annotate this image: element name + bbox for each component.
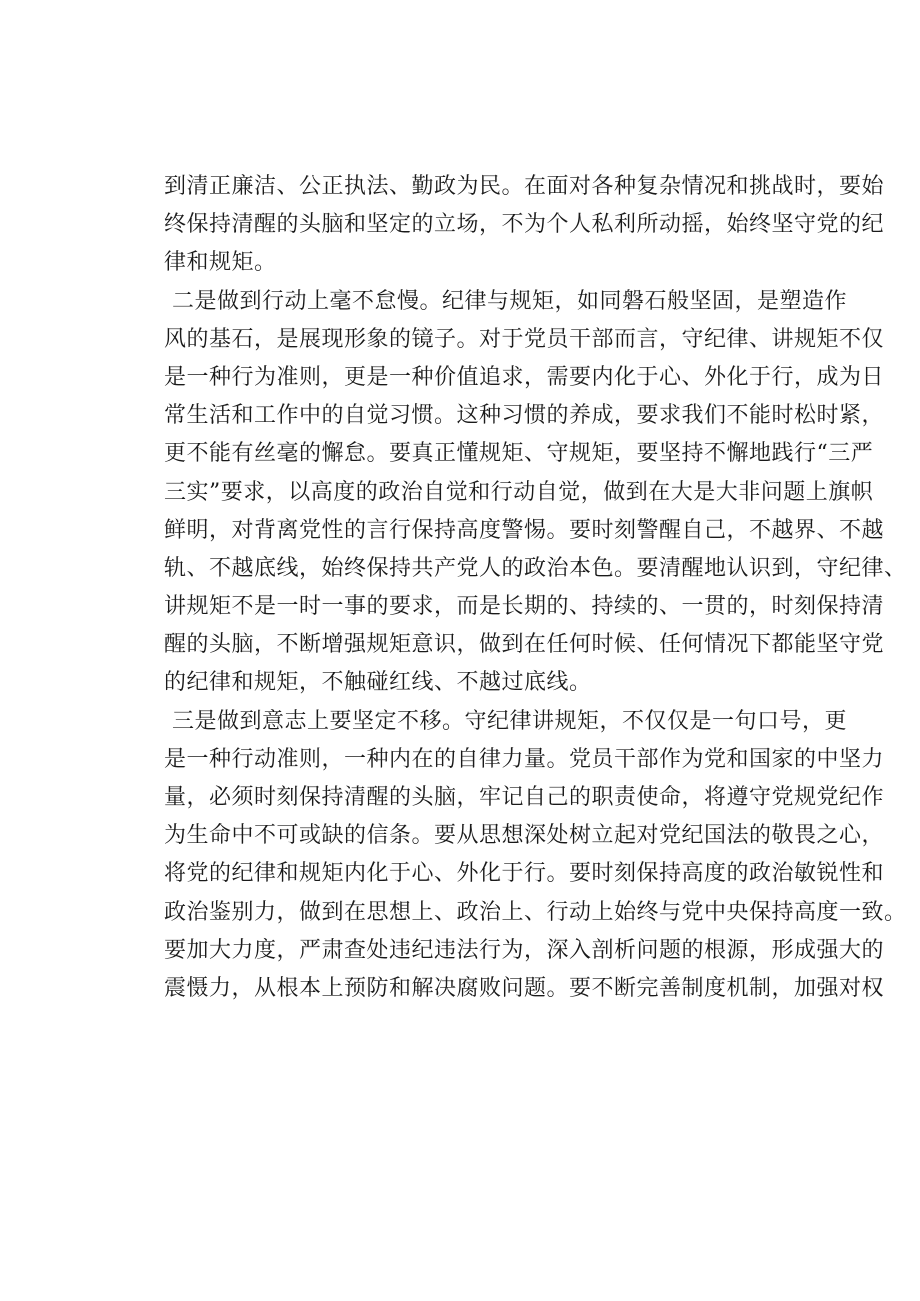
paragraph-2-first-line: 二是做到行动上毫不怠慢。纪律与规矩，如同磐石般坚固，是塑造作 — [172, 288, 848, 314]
paragraph-2-line: 鲜明，对背离党性的言行保持高度警惕。要时刻警醒自己，不越界、不越 — [164, 517, 885, 543]
paragraph-3-line: 量，必须时刻保持清醒的头脑，牢记自己的职责使命，将遵守党规党纪作 — [164, 785, 885, 810]
paragraph-2-line: 醒的头脑，不断增强规矩意识，做到在任何时候、任何情况下都能坚守党 — [164, 632, 885, 658]
paragraph-3-first-line: 三是做到意志上要坚定不移。守纪律讲规矩，不仅仅是一句口号，更 — [172, 708, 848, 734]
paragraph-3-line: 为生命中不可或缺的信条。要从思想深处树立起对党纪国法的敬畏之心， — [164, 823, 885, 849]
paragraph-3-line: 要加大力度，严肃查处违纪违法行为，深入剖析问题的根源，形成强大的 — [164, 937, 885, 963]
paragraph-3-line: 将党的纪律和规矩内化于心、外化于行。要时刻保持高度的政治敏锐性和 — [164, 861, 885, 887]
paragraph-2-line: 讲规矩不是一时一事的要求，而是长期的、持续的、一贯的，时刻保持清 — [164, 594, 885, 620]
paragraph-3-line: 政治鉴别力，做到在思想上、政治上、行动上始终与党中央保持高度一致。 — [164, 899, 907, 925]
document-body — [164, 168, 907, 1008]
paragraph-3-line: 是一种行动准则，一种内在的自律力量。党员干部作为党和国家的中坚力 — [164, 746, 885, 772]
paragraph-2-line: 三实”要求，以高度的政治自觉和行动自觉，做到在大是大非问题上旗帜 — [164, 479, 874, 505]
paragraph-1-line: 终保持清醒的头脑和坚定的立场，不为个人私利所动摇，始终坚守党的纪 — [164, 212, 885, 238]
paragraph-2-line: 更不能有丝毫的懈怠。要真正懂规矩、守规矩，要坚持不懈地践行“三严 — [164, 441, 874, 467]
paragraph-2-line: 是一种行为准则，更是一种价值追求，需要内化于心、外化于行，成为日 — [164, 364, 885, 390]
paragraph-2-line: 的纪律和规矩，不触碰红线、不越过底线。 — [164, 670, 592, 696]
paragraph-3-line: 震慑力，从根本上预防和解决腐败问题。要不断完善制度机制，加强对权 — [164, 975, 885, 1001]
paragraph-1-line: 律和规矩。 — [164, 250, 277, 276]
paragraph-2-line: 风的基石，是展现形象的镜子。对于党员干部而言，守纪律、讲规矩不仅 — [164, 326, 885, 352]
paragraph-2-line: 轨、不越底线，始终保持共产党人的政治本色。要清醒地认识到，守纪律、 — [164, 555, 907, 581]
paragraph-2-line: 常生活和工作中的自觉习惯。这种习惯的养成，要求我们不能时松时紧， — [164, 403, 885, 429]
paragraph-1-line: 到清正廉洁、公正执法、勤政为民。在面对各种复杂情况和挑战时，要始 — [164, 174, 885, 199]
